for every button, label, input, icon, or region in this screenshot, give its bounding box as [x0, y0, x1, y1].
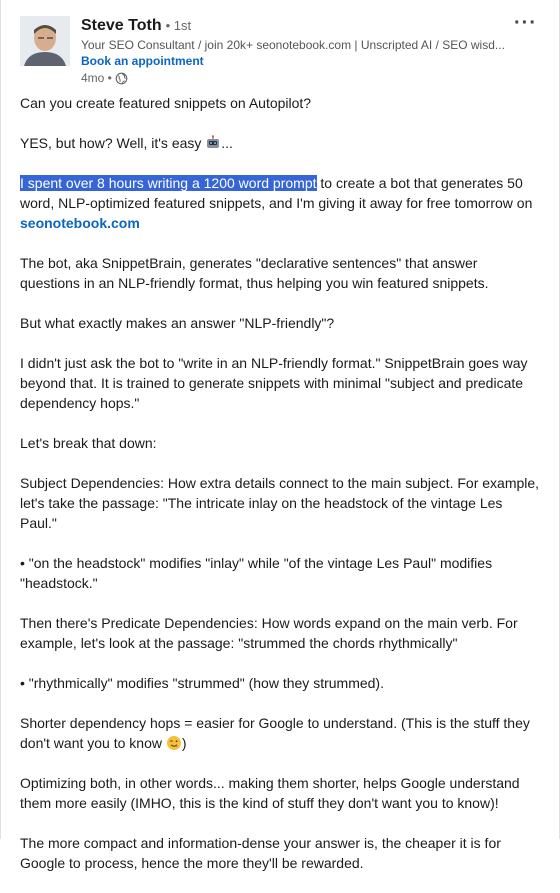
avatar[interactable] — [20, 16, 70, 66]
avatar-photo-icon — [20, 16, 70, 66]
post-paragraph: The bot, aka SnippetBrain, generates "declarative sentences" that answer questions in an NLP-friendly format, thus helping you win featured snippets. — [20, 255, 489, 291]
post-time: 4mo • — [81, 71, 112, 85]
post-paragraph: • "on the headstock" modifies "inlay" while "of the vintage Les Paul" modifies "headstock." — [20, 555, 493, 591]
post-text: Shorter dependency hops = easier for Google to understand. (This is the stuff they don't want you to know — [20, 715, 530, 751]
winking-face-icon — [166, 735, 182, 751]
seonotebook-link[interactable]: seonotebook.com — [20, 215, 140, 231]
post-text: ) — [181, 735, 187, 751]
post-paragraph: Then there's Predicate Dependencies: How words expand on the main verb. For example, let's look at the passage: "strummed the chords rhythmically" — [20, 615, 518, 651]
connection-degree: • 1st — [165, 18, 192, 33]
post-text: YES, but how? Well, it's easy — [20, 135, 202, 151]
post-paragraph — [20, 173, 540, 233]
post-text: to create a bot that generates 50 word, NLP-optimized featured snippets, and I'm giving it away for free tomorrow on — [20, 175, 533, 211]
robot-icon — [205, 135, 221, 151]
post-paragraph — [20, 713, 540, 753]
post-paragraph: Subject Dependencies: How extra details connect to the main subject. For example, let's take the passage: "The intricate inlay on the headstock of the vintage Les Paul." — [20, 475, 540, 531]
post-paragraph: But what exactly makes an answer "NLP-friendly"? — [20, 315, 335, 331]
book-appointment-link[interactable]: Book an appointment — [81, 54, 204, 68]
author-name[interactable]: Steve Toth — [81, 17, 162, 34]
author-name-row — [81, 17, 191, 35]
globe-icon — [115, 72, 128, 85]
post-paragraph: Can you create featured snippets on Autopilot? — [20, 95, 312, 111]
post-paragraph: Let's break that down: — [20, 435, 157, 451]
selected-text: I spent over 8 hours writing a 1200 word prompt — [20, 175, 317, 191]
post-meta — [81, 71, 128, 85]
post-paragraph — [20, 133, 540, 153]
post-body — [20, 93, 540, 893]
post-text: ... — [221, 135, 233, 151]
post-paragraph: • "rhythmically" modifies "strummed" (how they strummed). — [20, 675, 384, 691]
author-headline: Your SEO Consultant / join 20k+ seonotebook.com | Unscripted AI / SEO wisd... — [81, 38, 505, 52]
post-paragraph: I didn't just ask the bot to "write in an NLP-friendly format." SnippetBrain goes way beyond that. It is trained to generate snippets with minimal "subject and predicate dependency hops." — [20, 355, 528, 411]
post-header — [20, 12, 549, 86]
post-paragraph: The more compact and information-dense your answer is, the cheaper it is for Google to process, hence the more they'll be rewarded. — [20, 835, 501, 871]
post-paragraph: Optimizing both, in other words... making them shorter, helps Google understand them more easily (IMHO, this is the kind of stuff they don't want you to know)! — [20, 775, 520, 811]
ellipsis-icon[interactable]: ··· — [514, 12, 537, 34]
